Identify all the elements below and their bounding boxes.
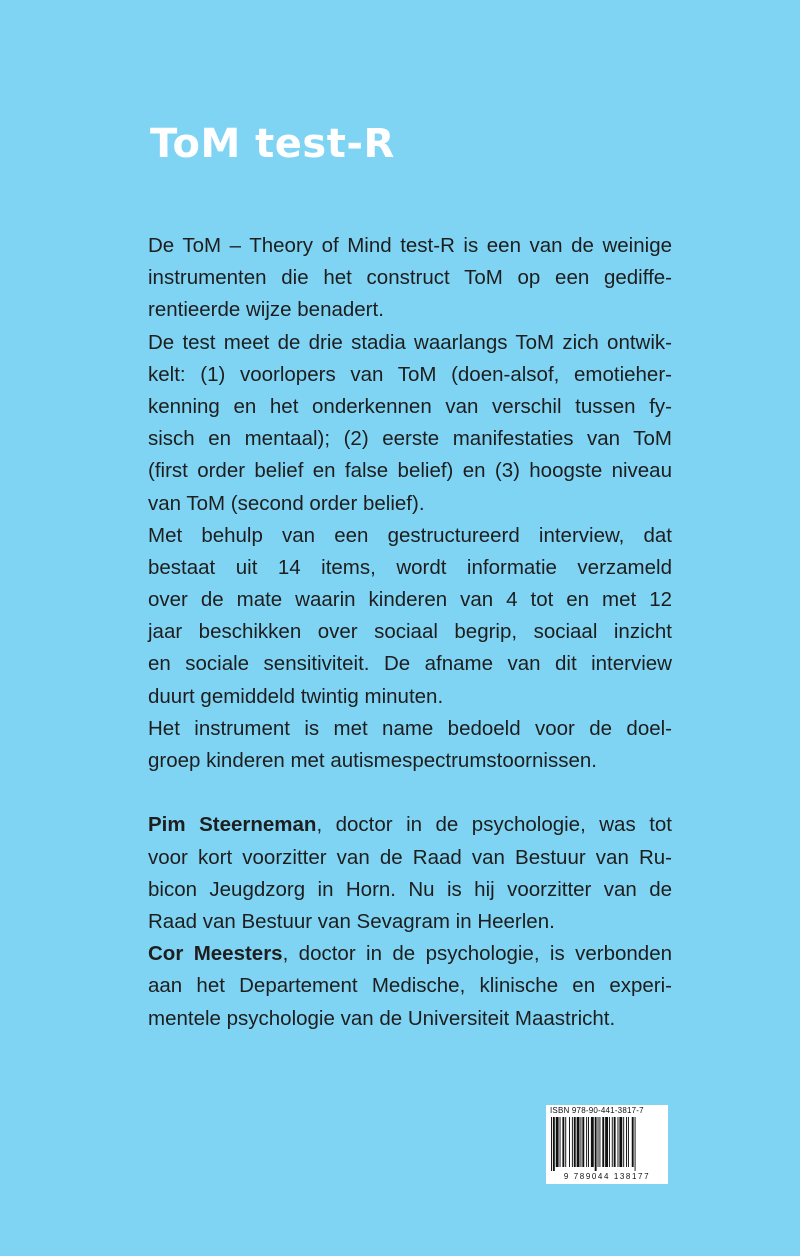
blurb-line: rentieerde wijze benadert. xyxy=(148,298,384,322)
blurb-line: van ToM (second order belief). xyxy=(148,491,425,515)
barcode-bar xyxy=(609,1117,610,1167)
barcode-bar xyxy=(628,1117,629,1167)
blurb-line: sisch en mentaal); (2) eerste manifestaties van ToM xyxy=(148,427,672,451)
barcode-bar xyxy=(599,1117,600,1167)
author-bio-line: bicon Jeugdzorg in Horn. Nu is hij voorzitter van de xyxy=(148,877,672,901)
author-bio-line xyxy=(148,809,672,841)
barcode-bar xyxy=(619,1117,622,1167)
blurb-line: groep kinderen met autismespectrumstoornissen. xyxy=(148,749,597,772)
blurb-line: instrumenten die het construct ToM op een gediffe- xyxy=(148,266,672,290)
author-bio-line: aan het Departement Medische, klinische en experi- xyxy=(148,974,672,998)
barcode-bar xyxy=(623,1117,624,1167)
blurb-line: jaar beschikken over sociaal begrip, sociaal inzicht xyxy=(148,620,672,644)
barcode-bar xyxy=(565,1117,566,1167)
barcode-bar xyxy=(562,1117,564,1167)
blurb-line: kelt: (1) voorlopers van ToM (doen-alsof, emotieher- xyxy=(148,362,672,386)
author-name: Cor Meesters xyxy=(148,942,283,966)
author-bio-line xyxy=(148,938,672,970)
barcode-bar xyxy=(572,1117,573,1167)
barcode-icon xyxy=(550,1117,664,1171)
barcode-bar xyxy=(602,1117,604,1167)
isbn-barcode-box xyxy=(546,1105,668,1184)
blurb-line: en sociale sensitiviteit. De afname van dit interview xyxy=(148,652,672,676)
barcode-bar xyxy=(614,1117,616,1167)
author-bio-text: , doctor in de psychologie, is verbonden xyxy=(282,942,672,966)
barcode-bar xyxy=(586,1117,587,1167)
blurb-line: (first order belief en false belief) en (3) hoogste niveau xyxy=(148,459,672,483)
blurb-line: Het instrument is met name bedoeld voor de doel- xyxy=(148,716,672,740)
barcode-bar xyxy=(598,1117,599,1167)
blurb-line: over de mate waarin kinderen van 4 tot en met 12 xyxy=(148,588,672,612)
barcode-bar xyxy=(580,1117,581,1167)
barcode-bar xyxy=(595,1117,597,1171)
barcode-bar xyxy=(556,1117,559,1167)
blurb-line: Met behulp van een gestructureerd interview, dat xyxy=(148,523,672,547)
barcode-bar xyxy=(553,1117,555,1171)
barcode-bar xyxy=(574,1117,576,1167)
blurb-line: bestaat uit 14 items, wordt informatie verzameld xyxy=(148,555,672,579)
author-bio-line: mentele psychologie van de Universiteit Maastricht. xyxy=(148,1006,616,1030)
book-title: ToM test-R xyxy=(150,121,395,167)
barcode-bar xyxy=(626,1117,627,1167)
barcode-bar xyxy=(591,1117,594,1167)
author-bio-line: Raad van Bestuur van Sevagram in Heerlen. xyxy=(148,909,555,933)
barcode-bar xyxy=(632,1117,634,1167)
blurb-line: duurt gemiddeld twintig minuten. xyxy=(148,684,444,708)
author-name: Pim Steerneman xyxy=(148,813,317,837)
blurb-line: kenning en het onderkennen van verschil tussen fy- xyxy=(148,394,672,418)
barcode-bar xyxy=(612,1117,613,1167)
author-bio-line: voor kort voorzitter van de Raad van Bestuur van Ru- xyxy=(148,845,672,869)
barcode-bar xyxy=(618,1117,619,1167)
blurb-line: De test meet de drie stadia waarlangs ToM zich ontwik- xyxy=(148,330,672,354)
isbn-label: ISBN 978-90-441-3817-7 xyxy=(550,1106,644,1115)
author-bio-text: , doctor in de psychologie, was tot xyxy=(316,813,672,837)
barcode-bar xyxy=(582,1117,584,1167)
barcode-bar xyxy=(588,1117,589,1167)
barcode-bar xyxy=(635,1117,636,1171)
blurb-text xyxy=(148,230,672,1035)
barcode-digits: 9 789044 138177 xyxy=(563,1172,651,1181)
blurb-line: De ToM – Theory of Mind test-R is een van de weinige xyxy=(148,234,672,257)
barcode-bar xyxy=(551,1117,552,1171)
barcode-bar xyxy=(605,1117,608,1167)
barcode-bar xyxy=(577,1117,580,1167)
barcode-bar xyxy=(560,1117,561,1167)
paragraph-spacer xyxy=(148,777,672,809)
barcode-bar xyxy=(569,1117,570,1167)
